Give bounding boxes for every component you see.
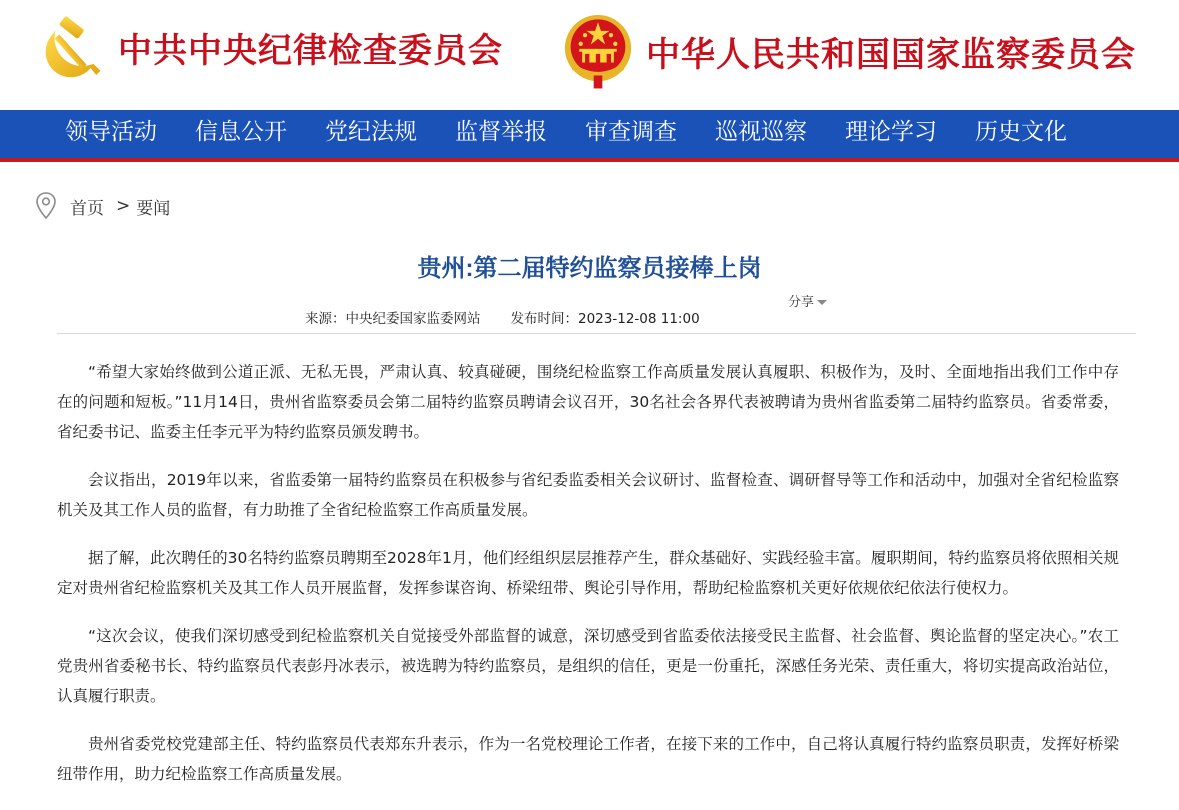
title-divider (57, 333, 1136, 334)
article-paragraph: 贵州省委党校党建部主任、特约监察员代表郑东升表示，作为一名党校理论工作者，在接下来的工作中，自己将认真履行特约监察员职责，发挥好桥梁纽带作用，助力纪检监察工作高质量发展。 (57, 735, 1119, 783)
article-paragraph: “希望大家始终做到公道正派、无私无畏，严肃认真、较真碰硬，围绕纪检监察工作高质量发展认真履职、积极作为，及时、全面地指出我们工作中存在的问题和短板。”11月14日，贵州省监察委员会第二届特约监察员聘请会议召开，30名社会各界代表被聘请为贵州省监委第二届特约监察员。省委常委，省纪委书记、监委主任李元平为特约监察员颁发聘书。 (57, 363, 1119, 441)
article-source: 中央纪委国家监委网站 (345, 311, 481, 327)
share-button[interactable] (788, 291, 827, 310)
nsc-brand[interactable] (562, 12, 1136, 90)
breadcrumb-current[interactable]: 要闻 (136, 198, 171, 219)
nav-item-report[interactable]: 监督举报 (455, 119, 547, 145)
article-meta (305, 307, 700, 327)
share-label: 分享 (788, 295, 815, 310)
national-emblem-icon (562, 12, 634, 90)
nav-item-regulations[interactable]: 党纪法规 (325, 119, 417, 145)
nsc-title: 中华人民共和国国家监察委员会 (646, 34, 1136, 75)
publish-time: 2023-12-08 11:00 (578, 311, 700, 327)
site-header (0, 0, 1179, 110)
article-paragraph: “这次会议，使我们深切感受到纪检监察机关自觉接受外部监督的诚意，深切感受到省监委依法接受民主监督、社会监督、舆论监督的坚定决心。”农工党贵州省委秘书长、特约监察员代表彭丹冰表示，被选聘为特约监察员，是组织的信任，更是一份重托，深感任务光荣、责任重大，将切实提高政治站位，认真履行职责。 (57, 627, 1119, 705)
article-paragraph: 据了解，此次聘任的30名特约监察员聘期至2028年1月，他们经组织层层推荐产生，群众基础好、实践经验丰富。履职期间，特约监察员将依照相关规定对贵州省纪检监察机关及其工作人员开展监督，发挥参谋咨询、桥梁纽带、舆论引导作用，帮助纪检监察机关更好依规依纪依法行使权力。 (57, 549, 1119, 597)
location-pin-icon (34, 191, 58, 221)
ccdi-title: 中共中央纪律检查委员会 (118, 30, 503, 71)
chevron-down-icon (817, 300, 827, 305)
nav-item-inspection[interactable]: 巡视巡察 (715, 119, 807, 145)
article-title: 贵州:第二届特约监察员接棒上岗 (417, 255, 762, 282)
time-label: 发布时间： (510, 311, 578, 327)
breadcrumb-separator: > (116, 196, 131, 216)
breadcrumb (34, 190, 170, 222)
breadcrumb-home[interactable]: 首页 (70, 198, 104, 219)
article-paragraph: 会议指出，2019年以来，省监委第一届特约监察员在积极参与省纪委监委相关会议研讨、监督检查、调研督导等工作和活动中，加强对全省纪检监察机关及其工作人员的监督，有力助推了全省纪检监察工作高质量发展。 (57, 471, 1119, 519)
source-label: 来源： (305, 311, 346, 327)
nav-item-history[interactable]: 历史文化 (975, 119, 1067, 145)
article-body (57, 357, 1119, 807)
nav-item-leadership[interactable]: 领导活动 (65, 119, 157, 145)
party-emblem-icon (36, 12, 106, 82)
ccdi-brand[interactable] (36, 12, 503, 82)
nav-item-investigation[interactable]: 审查调查 (585, 119, 677, 145)
nav-item-theory[interactable]: 理论学习 (845, 119, 937, 145)
main-nav (0, 110, 1179, 162)
nav-item-disclosure[interactable]: 信息公开 (195, 119, 287, 145)
